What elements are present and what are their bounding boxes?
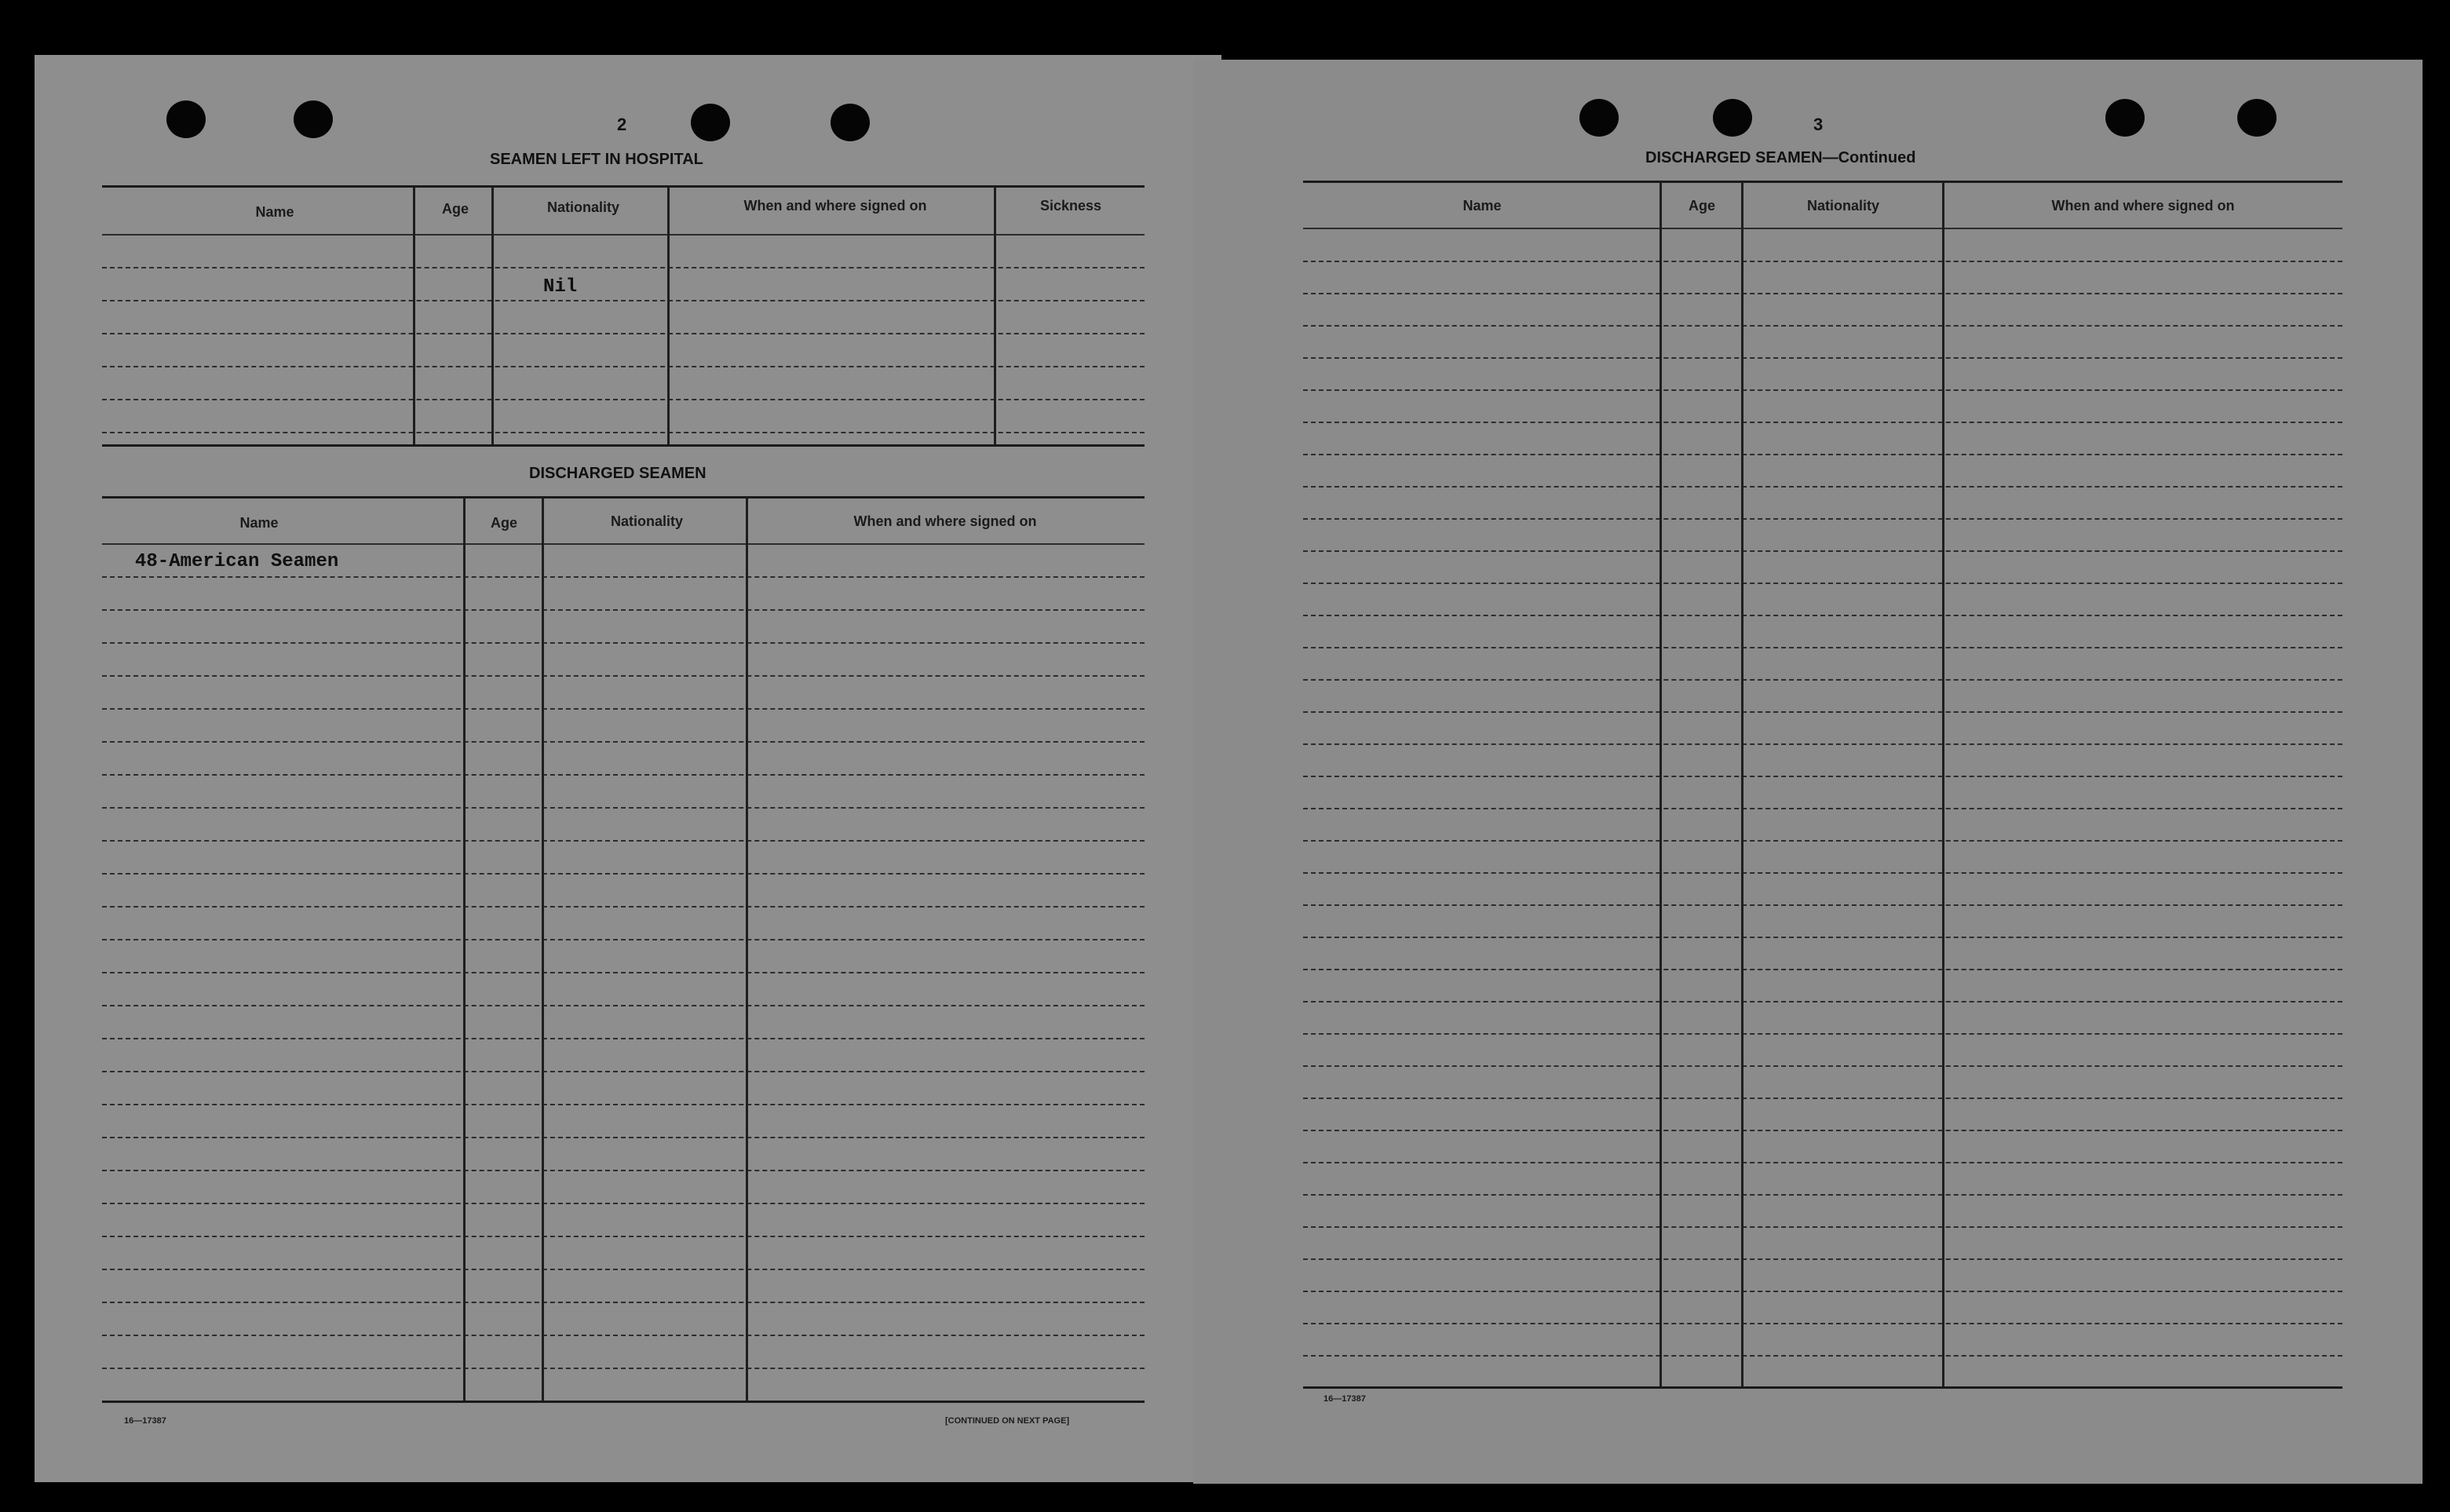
row-line [1303,486,2342,488]
column-header-name: Name [255,204,294,220]
row-line [102,675,1145,677]
right-page [1193,60,2423,1484]
row-line [1303,1130,2342,1131]
row-line [1303,711,2342,713]
row-line [1303,969,2342,970]
column-header-signed-on: When and where signed on [743,198,927,214]
row-line [1303,1226,2342,1228]
row-line [1303,1323,2342,1324]
row-line [1303,1097,2342,1099]
column-header-nationality: Nationality [610,513,683,529]
column-header-name: Name [1462,198,1502,214]
column-header-nationality: Nationality [1806,198,1879,214]
row-line [1303,904,2342,906]
row-line [1303,872,2342,874]
column-divider [667,187,670,444]
row-line [1303,1065,2342,1067]
row-line [1303,647,2342,648]
row-line [1303,776,2342,777]
punch-hole [691,104,730,141]
row-line [102,972,1145,973]
row-line [102,1170,1145,1171]
row-line [102,1005,1145,1006]
punch-hole [831,104,870,141]
punch-hole [1713,99,1752,137]
row-line [1303,325,2342,327]
row-line [1303,840,2342,842]
row-line [102,1368,1145,1369]
row-line [102,1137,1145,1138]
column-header-nationality: Nationality [546,199,619,215]
column-header-age: Age [490,515,517,531]
discharged-entry: 48-American Seamen [135,551,339,572]
row-line [102,1071,1145,1072]
row-line [102,333,1145,334]
row-line [1303,357,2342,359]
row-line [102,1203,1145,1204]
column-divider [1741,182,1743,1386]
column-header-age: Age [441,201,469,217]
row-line [1303,389,2342,391]
column-header-signed-on: When and where signed on [2051,198,2235,214]
punch-hole [1579,99,1619,137]
row-line [102,873,1145,875]
discharged-section-title: DISCHARGED SEAMEN [529,465,707,482]
table-bottom-rule [1303,1386,2342,1389]
page-number: 3 [1813,115,1824,134]
column-header-age: Age [1688,198,1715,214]
row-line [102,1038,1145,1039]
row-line [102,1236,1145,1237]
row-line [102,576,1145,578]
column-divider [1660,182,1662,1386]
table-bottom-rule [102,1401,1145,1403]
table-top-rule [1303,181,2342,183]
punch-hole [166,100,206,138]
hospital-entry: Nil [543,276,578,298]
form-number: 16—17387 [124,1416,166,1426]
row-line [1303,679,2342,681]
row-line [1303,518,2342,520]
row-line [1303,808,2342,809]
row-line [1303,583,2342,584]
row-line [1303,1355,2342,1357]
row-line [102,366,1145,367]
row-line [102,267,1145,268]
column-divider [463,498,466,1401]
row-line [1303,261,2342,262]
header-rule [102,234,1145,236]
row-line [102,609,1145,611]
row-line [102,906,1145,908]
column-header-name: Name [239,515,279,531]
row-line [1303,1291,2342,1292]
row-line [1303,293,2342,294]
column-divider [542,498,544,1401]
row-line [1303,937,2342,938]
row-line [1303,1162,2342,1163]
table-top-rule [102,496,1145,499]
table-bottom-rule [102,444,1145,447]
column-divider [994,187,996,444]
punch-hole [2105,99,2145,137]
form-number: 16—17387 [1324,1394,1366,1404]
row-line [102,1335,1145,1336]
header-rule [1303,228,2342,229]
row-line [102,1269,1145,1270]
row-line [1303,615,2342,616]
column-header-signed-on: When and where signed on [853,513,1037,529]
column-divider [746,498,748,1401]
left-page [35,55,1221,1482]
row-line [1303,1194,2342,1196]
table-top-rule [102,185,1145,188]
column-divider [491,187,494,444]
row-line [102,807,1145,809]
row-line [102,774,1145,776]
row-line [102,741,1145,743]
row-line [1303,550,2342,552]
row-line [102,399,1145,400]
header-rule [102,543,1145,545]
column-divider [413,187,415,444]
row-line [1303,743,2342,745]
page-number: 2 [617,115,627,134]
row-line [1303,1001,2342,1003]
row-line [102,300,1145,301]
row-line [102,642,1145,644]
row-line [102,1302,1145,1303]
column-header-sickness: Sickness [1039,198,1102,214]
column-divider [1942,182,1944,1386]
row-line [1303,1033,2342,1035]
discharged-continued-title: DISCHARGED SEAMEN—Continued [1645,149,1916,166]
hospital-section-title: SEAMEN LEFT IN HOSPITAL [490,151,703,168]
punch-hole [2237,99,2277,137]
row-line [1303,454,2342,455]
row-line [102,1104,1145,1105]
row-line [102,708,1145,710]
row-line [102,840,1145,842]
continued-note: [CONTINUED ON NEXT PAGE] [945,1416,1070,1426]
row-line [102,432,1145,433]
row-line [102,939,1145,940]
row-line [1303,422,2342,423]
punch-hole [294,100,333,138]
row-line [1303,1258,2342,1260]
